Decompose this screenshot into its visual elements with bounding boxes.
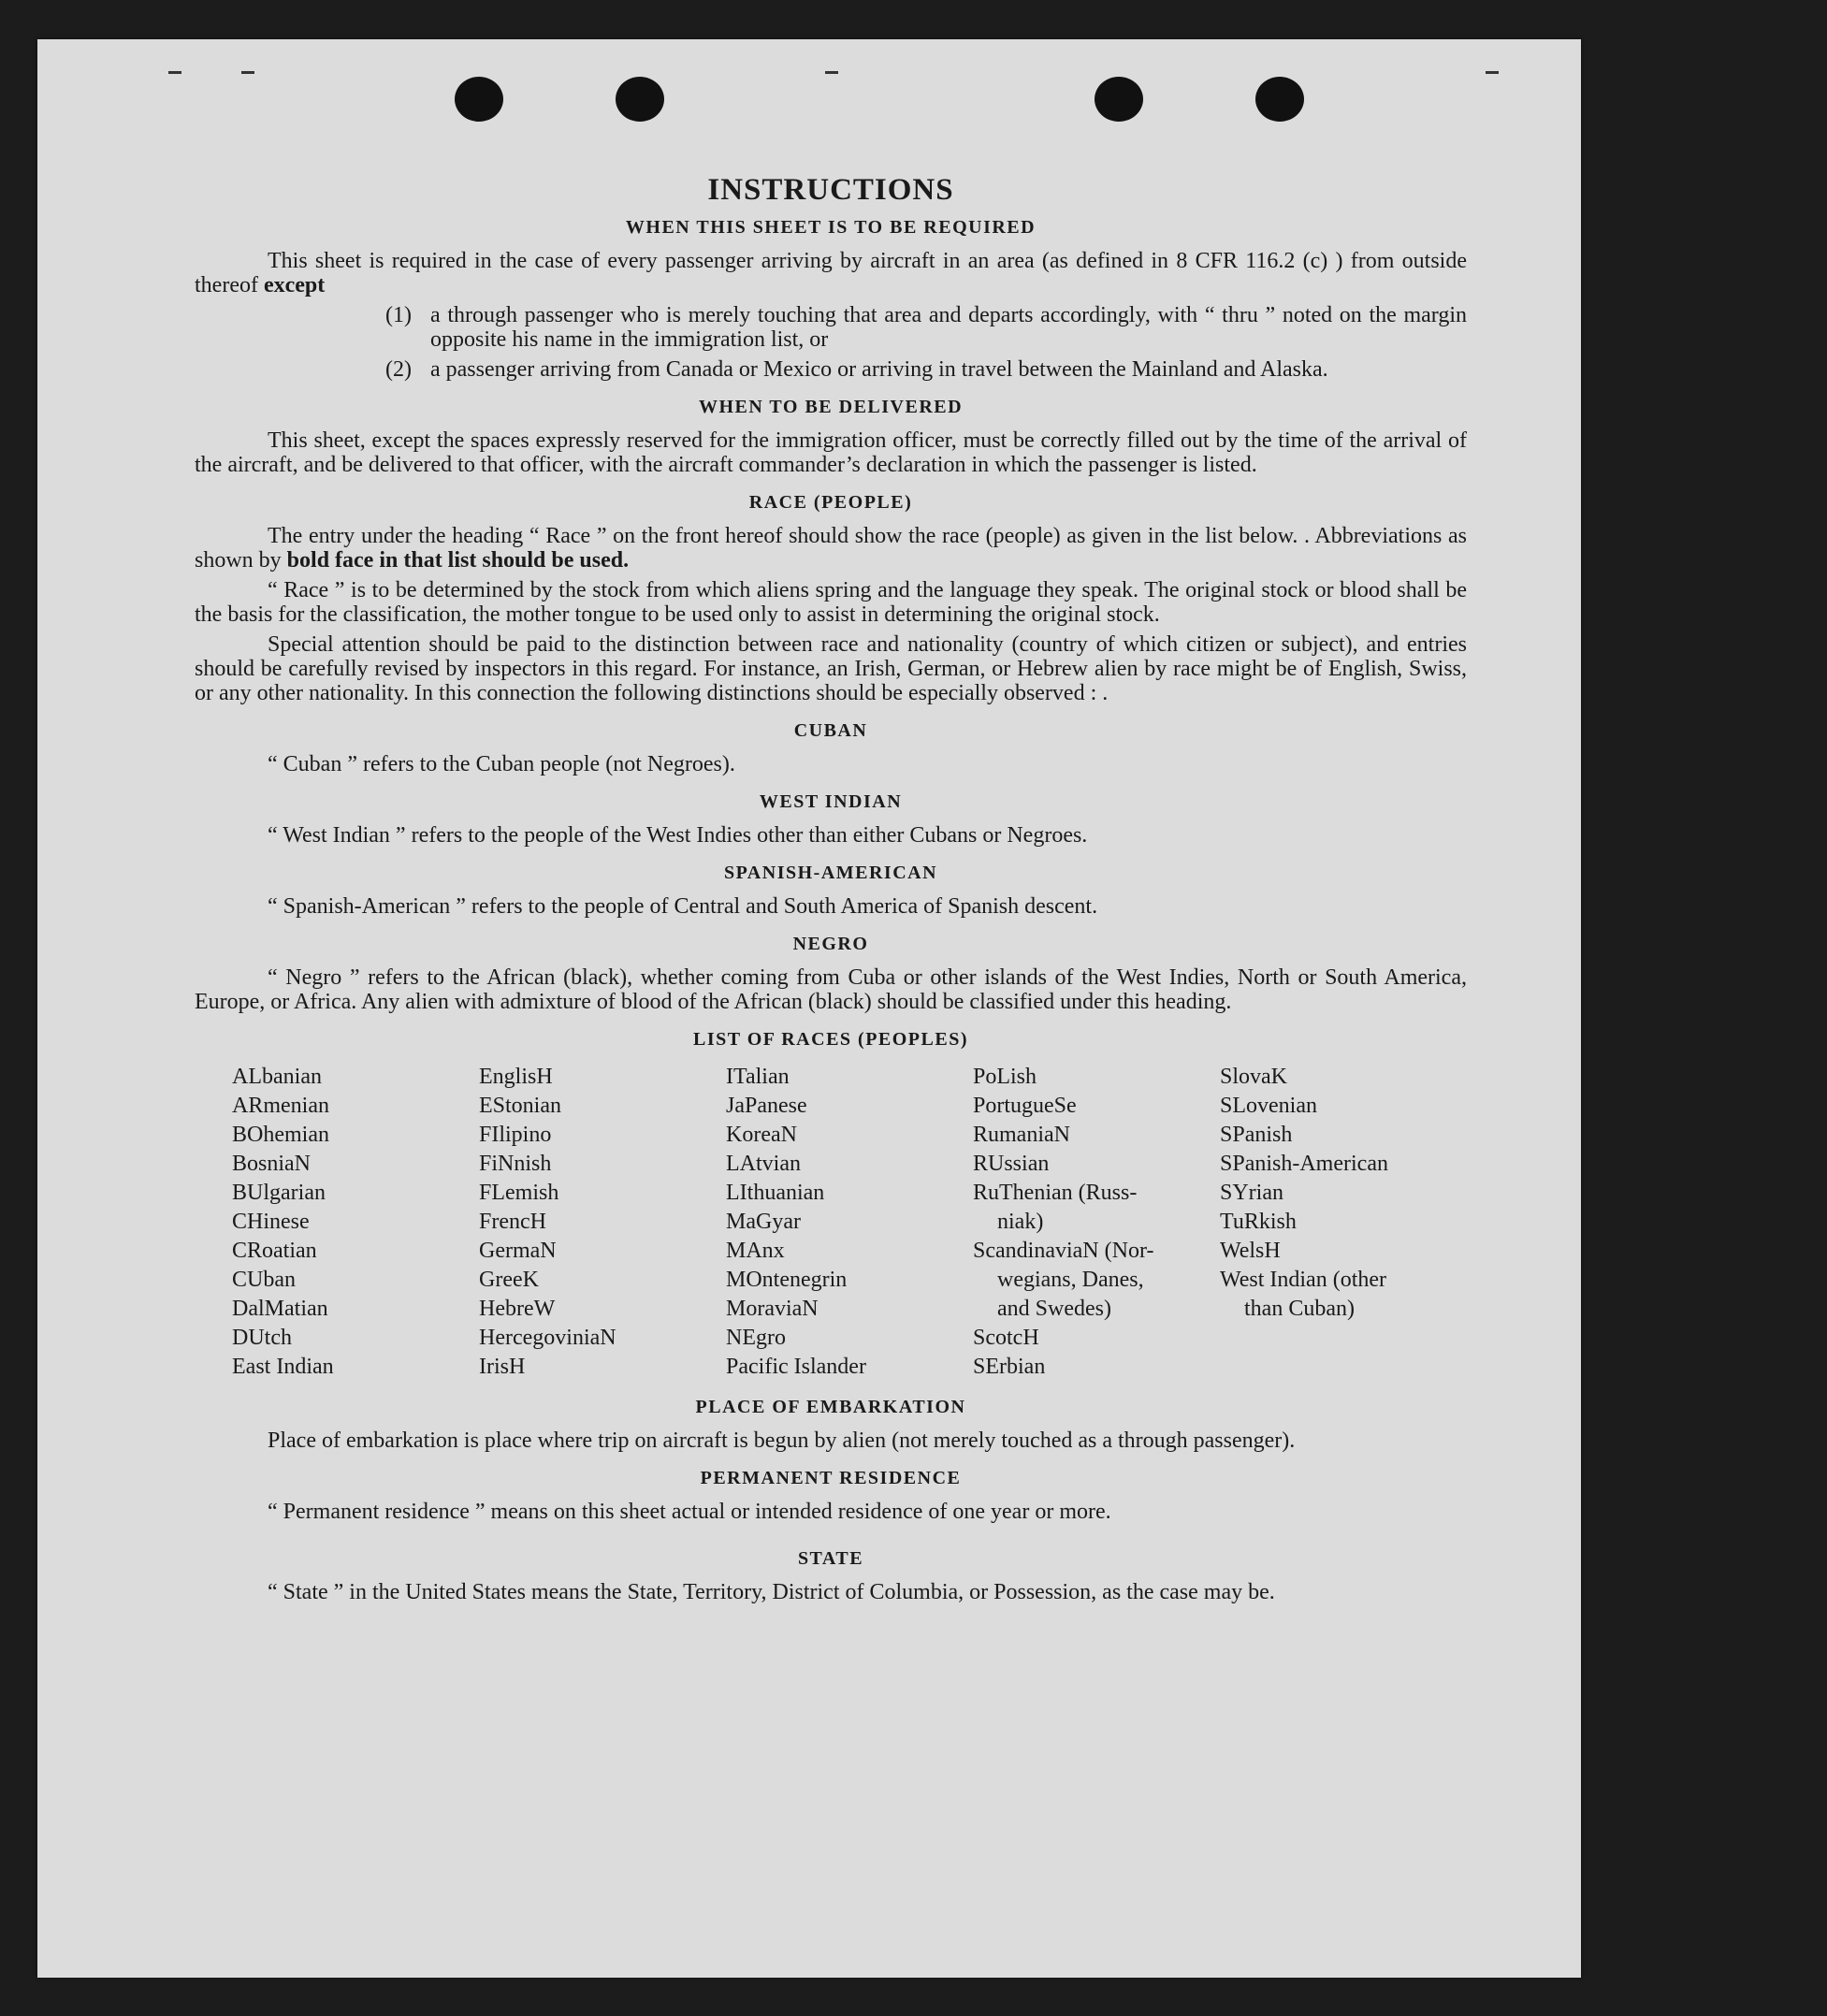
race-item: CUban — [232, 1268, 296, 1292]
race-item: SLovenian — [1220, 1094, 1317, 1118]
race-item: BosniaN — [232, 1152, 311, 1176]
heading-list-of-races: LIST OF RACES (PEOPLES) — [692, 1029, 968, 1050]
race-item: WelsH — [1220, 1239, 1281, 1263]
scan-mark — [825, 71, 838, 74]
race-item: CRoatian — [232, 1239, 317, 1263]
race-item: LIthuanian — [726, 1181, 825, 1205]
race-paragraph-1 — [195, 524, 1467, 573]
race-item: DalMatian — [232, 1297, 328, 1321]
heading-when-delivered: WHEN TO BE DELIVERED — [698, 397, 964, 417]
negro-paragraph: “ Negro ” refers to the African (black), whether coming from Cuba or other islands of the West Indies, North or South America, Europe, or Africa. Any alien with admixture of blood of the African (black) should be classified under this heading. — [195, 965, 1467, 1014]
race-item: SErbian — [973, 1355, 1046, 1379]
race-item: MOntenegrin — [726, 1268, 848, 1292]
race-item: ScandinaviaN (Nor- — [973, 1239, 1154, 1263]
race-column — [726, 1063, 973, 1382]
instructions-text — [195, 170, 1467, 1610]
race-item-continued: and Swedes) — [997, 1297, 1111, 1321]
race-item: ITalian — [726, 1065, 790, 1089]
race-item: ARmenian — [232, 1094, 329, 1118]
heading-spanish-american: SPANISH-AMERICAN — [723, 863, 938, 883]
race-item-continued: wegians, Danes, — [997, 1268, 1144, 1292]
heading-embarkation: PLACE OF EMBARKATION — [695, 1397, 966, 1417]
exception-item — [385, 303, 1467, 352]
race-list — [232, 1063, 1467, 1382]
cuban-paragraph: “ Cuban ” refers to the Cuban people (not Negroes). — [268, 752, 735, 776]
race-paragraph-2: “ Race ” is to be determined by the stock from which aliens spring and the language they speak. The original stock or blood shall be the basis for the classification, the mother tongue to be used only to assist in determining the original stock. — [195, 578, 1467, 627]
race-item: FIlipino — [479, 1123, 552, 1147]
race-paragraph-3: Special attention should be paid to the distinction between race and nationality (country of which citizen or subject), and entries should be carefully revised by inspectors in this regard. For instance, an Irish, German, or Hebrew alien by race might be of English, Swiss, or any other nationality. In this connection the following distinctions should be especially observed : . — [195, 632, 1467, 705]
race-item: RuThenian (Russ- — [973, 1181, 1138, 1205]
race-item-continued: than Cuban) — [1244, 1297, 1355, 1321]
race-item: PoLish — [973, 1065, 1037, 1089]
race-item: PortugueSe — [973, 1094, 1077, 1118]
race-item: Pacific Islander — [726, 1355, 866, 1379]
heading-negro: NEGRO — [792, 934, 869, 954]
race-item-continued: niak) — [997, 1210, 1044, 1234]
item-number: (2) — [385, 357, 412, 382]
punch-hole — [1095, 77, 1143, 122]
race-item: BUlgarian — [232, 1181, 326, 1205]
race-item: West Indian (other — [1220, 1268, 1387, 1292]
intro-text: This sheet is required in the case of every passenger arriving by aircraft in an area (as defined in 8 CFR 116.2 (c) ) from outside thereof — [195, 249, 1467, 297]
heading-cuban: CUBAN — [793, 720, 868, 741]
race-item: CHinese — [232, 1210, 310, 1234]
race-item: RumaniaN — [973, 1123, 1070, 1147]
delivered-paragraph: This sheet, except the spaces expressly reserved for the immigration officer, must be correctly filled out by the time of the arrival of the aircraft, and be delivered to that officer, with the aircraft commander’s declaration in which the passenger is listed. — [195, 428, 1467, 477]
heading-west-indian: WEST INDIAN — [759, 791, 903, 812]
scan-mark — [1486, 71, 1499, 74]
race-item: BOhemian — [232, 1123, 329, 1147]
intro-paragraph — [195, 249, 1467, 297]
race-item: EStonian — [479, 1094, 561, 1118]
race-item: RUssian — [973, 1152, 1050, 1176]
item-number: (1) — [385, 303, 412, 327]
race-column — [232, 1063, 479, 1382]
race-column — [973, 1063, 1220, 1382]
race-item: FLemish — [479, 1181, 559, 1205]
race-column — [479, 1063, 726, 1382]
race-item: FiNnish — [479, 1152, 552, 1176]
race-item: East Indian — [232, 1355, 334, 1379]
punch-hole — [455, 77, 503, 122]
punch-hole — [616, 77, 664, 122]
race-item: MAnx — [726, 1239, 785, 1263]
race-item: GreeK — [479, 1268, 539, 1292]
heading-when-required: WHEN THIS SHEET IS TO BE REQUIRED — [625, 217, 1037, 238]
race-item: LAtvian — [726, 1152, 801, 1176]
race-item: ALbanian — [232, 1065, 322, 1089]
intro-except: except — [263, 273, 326, 297]
heading-state: STATE — [797, 1548, 864, 1569]
race-item: IrisH — [479, 1355, 526, 1379]
race-item: FrencH — [479, 1210, 546, 1234]
race-column — [1220, 1063, 1467, 1382]
race-item: SYrian — [1220, 1181, 1283, 1205]
west-indian-paragraph: “ West Indian ” refers to the people of the West Indies other than either Cubans or Negroes. — [268, 823, 1088, 848]
race-item: NEgro — [726, 1326, 786, 1350]
race-item: SPanish — [1220, 1123, 1293, 1147]
state-paragraph: “ State ” in the United States means the State, Territory, District of Columbia, or Possession, as the case may be. — [268, 1580, 1275, 1604]
race-item: TuRkish — [1220, 1210, 1297, 1234]
race-item: KoreaN — [726, 1123, 797, 1147]
race-item: SlovaK — [1220, 1065, 1287, 1089]
race-item: EnglisH — [479, 1065, 553, 1089]
race-item: ScotcH — [973, 1326, 1039, 1350]
scan-mark — [241, 71, 254, 74]
race-item: JaPanese — [726, 1094, 807, 1118]
embarkation-paragraph: Place of embarkation is place where trip on aircraft is begun by alien (not merely touched as a through passenger). — [268, 1429, 1296, 1453]
item-text: a through passenger who is merely touching that area and departs accordingly, with “ thru ” noted on the margin opposite his name in the immigration list, or — [430, 303, 1467, 352]
exception-item — [385, 357, 1467, 382]
heading-permanent-residence: PERMANENT RESIDENCE — [700, 1468, 962, 1488]
race-item: MaGyar — [726, 1210, 801, 1234]
document-page — [37, 39, 1581, 1978]
heading-race: RACE (PEOPLE) — [748, 492, 913, 513]
race-item: HebreW — [479, 1297, 556, 1321]
race-text: The entry under the heading “ Race ” on the front hereof should show the race (people) as given in the list below. . Abbreviations as shown by — [195, 524, 1467, 573]
page-title: INSTRUCTIONS — [707, 173, 954, 207]
residence-paragraph: “ Permanent residence ” means on this sheet actual or intended residence of one year or more. — [268, 1500, 1111, 1524]
punch-hole — [1255, 77, 1304, 122]
race-item: MoraviaN — [726, 1297, 819, 1321]
race-item: SPanish-American — [1220, 1152, 1388, 1176]
race-item: GermaN — [479, 1239, 557, 1263]
race-bold-text: bold face in that list should be used. — [286, 548, 630, 573]
race-item: DUtch — [232, 1326, 292, 1350]
scan-mark — [168, 71, 181, 74]
race-item: HercegoviniaN — [479, 1326, 616, 1350]
spanish-american-paragraph: “ Spanish-American ” refers to the people of Central and South America of Spanish descent. — [268, 894, 1098, 919]
item-text: a passenger arriving from Canada or Mexico or arriving in travel between the Mainland and Alaska. — [430, 357, 1328, 382]
